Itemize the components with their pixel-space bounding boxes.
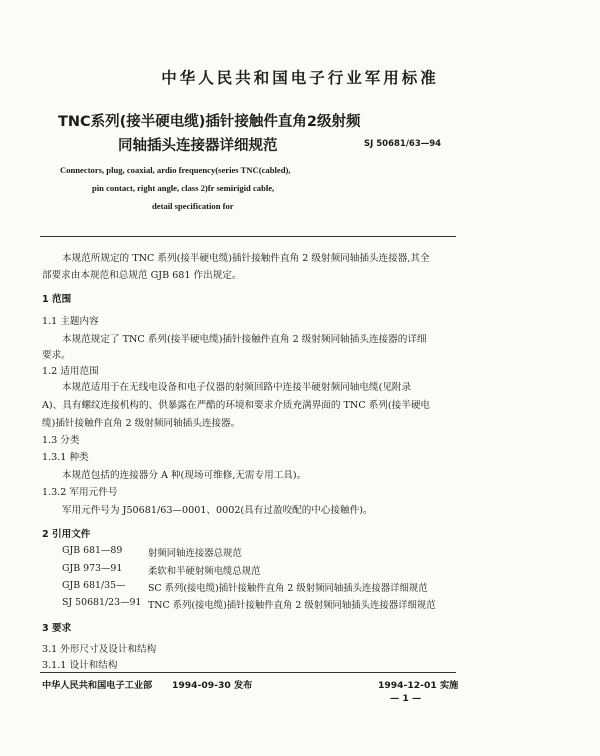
section-3-1-1-heading: 3.1.1 设计和结构 [42, 660, 118, 671]
ref-code: GJB 973—91 [62, 563, 123, 574]
footer-org: 中华人民共和国电子工业部 [42, 680, 153, 691]
header-divider [40, 236, 456, 237]
footer-effective-date: 1994-12-01 实施 [378, 680, 459, 691]
ref-code: GJB 681/35— [62, 580, 126, 591]
section-1-1-text-line2: 要求。 [42, 350, 71, 361]
section-1-1-heading: 1.1 主题内容 [42, 316, 99, 327]
section-1-2-heading: 1.2 适用范围 [42, 366, 99, 377]
ref-code: SJ 50681/23—91 [62, 597, 142, 608]
intro-line2: 部要求由本规范和总规范 GJB 681 作出规定。 [42, 270, 242, 281]
english-title-line1: Connectors, plug, coaxial, ardio frequency(series TNC(cabled), [60, 165, 291, 175]
footer-divider [40, 672, 456, 673]
doc-title-line2: 同轴插头连接器详细规范 [118, 138, 278, 154]
section-1-2-text-line3: 缆)插针接触件直角 2 级射频同轴插头连接器。 [42, 418, 241, 429]
section-3-heading: 3 要求 [42, 623, 72, 634]
section-3-1-heading: 3.1 外形尺寸及设计和结构 [42, 644, 157, 655]
section-1-2-text-line2: A)、具有螺纹连接机构的、供暴露在严酷的环境和要求介质充满界面的 TNC 系列(接半硬电 [42, 400, 431, 411]
ref-title: 射频同轴连接器总规范 [148, 548, 242, 559]
doc-title-line1: TNC系列(接半硬电缆)插针接触件直角2级射频 [58, 114, 361, 130]
section-1-3-2-heading: 1.3.2 军用元件号 [42, 487, 118, 498]
section-2-heading: 2 引用文件 [42, 529, 91, 540]
english-title-line3: detail specification for [152, 201, 234, 211]
section-1-3-heading: 1.3 分类 [42, 435, 80, 446]
section-1-3-1-text: 本规范包括的连接器分 A 种(现场可维修,无需专用工具)。 [62, 470, 307, 481]
english-title-line2: pin contact, right angle, class 2)fr semirigid cable, [92, 183, 275, 193]
ref-title: TNC 系列(接电缆)插针接触件直角 2 级射频同轴插头连接器详细规范 [148, 600, 436, 611]
ref-title: SC 系列(接电缆)插针接触件直角 2 级射频同轴插头连接器详细规范 [148, 583, 428, 594]
ref-title: 柔软和半硬射频电缆总规范 [148, 566, 261, 577]
section-1-1-text-line1: 本规范规定了 TNC 系列(接半硬电缆)插针接触件直角 2 级射频同轴插头连接器的详细 [62, 334, 427, 345]
ref-code: GJB 681—89 [62, 545, 123, 556]
section-1-3-1-heading: 1.3.1 种类 [42, 452, 89, 463]
footer-page-number: — 1 — [390, 693, 422, 704]
standard-category-header: 中华人民共和国电子行业军用标准 [161, 69, 439, 87]
section-1-heading: 1 范围 [42, 294, 72, 305]
section-1-3-2-text: 军用元件号为 J50681/63—0001、0002(具有过盈咬配的中心接触件)。 [62, 505, 373, 516]
intro-line1: 本规范所规定的 TNC 系列(接半硬电缆)插针接触件直角 2 级射频同轴插头连接器,其全 [62, 253, 430, 264]
section-1-2-text-line1: 本规范适用于在无线电设备和电子仪器的射频回路中连接半硬射频同轴电缆(见附录 [62, 382, 412, 393]
footer-issue-date: 1994-09-30 发布 [172, 680, 253, 691]
standard-code: SJ 50681/63—94 [364, 139, 442, 149]
